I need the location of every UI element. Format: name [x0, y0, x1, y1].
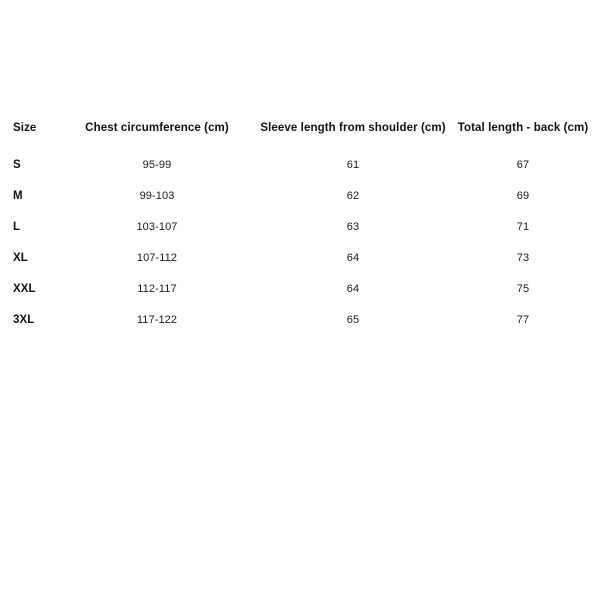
- cell-size: 3XL: [13, 313, 35, 326]
- cell-size: S: [13, 158, 21, 171]
- column-header-size: Size: [13, 122, 37, 134]
- table-row: [11, 149, 593, 180]
- column-header-total-length: Total length - back (cm): [457, 122, 589, 134]
- cell-size: M: [13, 189, 23, 202]
- cell-total: 77: [516, 313, 530, 326]
- cell-size: L: [13, 220, 21, 233]
- table-row: [11, 211, 593, 242]
- column-header-sleeve-length: Sleeve length from shoulder (cm): [260, 122, 446, 134]
- cell-sleeve: 64: [346, 282, 360, 295]
- cell-total: 73: [516, 251, 530, 264]
- table-header-row: [11, 122, 593, 149]
- cell-chest: 103-107: [136, 220, 178, 233]
- cell-total: 67: [516, 158, 530, 171]
- cell-size: XL: [13, 251, 28, 264]
- table-row: [11, 180, 593, 211]
- cell-total: 71: [516, 220, 530, 233]
- table-row: [11, 242, 593, 273]
- cell-chest: 107-112: [136, 251, 178, 264]
- cell-chest: 99-103: [139, 189, 175, 202]
- cell-sleeve: 61: [346, 158, 360, 171]
- cell-sleeve: 62: [346, 189, 360, 202]
- table-row: [11, 273, 593, 304]
- cell-size: XXL: [13, 282, 36, 295]
- table-header: [11, 122, 593, 149]
- size-chart-table: [11, 122, 593, 335]
- cell-chest: 117-122: [136, 313, 178, 326]
- table-row: [11, 304, 593, 335]
- column-header-chest-circumference: Chest circumference (cm): [85, 122, 229, 134]
- cell-sleeve: 65: [346, 313, 360, 326]
- cell-sleeve: 64: [346, 251, 360, 264]
- cell-chest: 95-99: [142, 158, 172, 171]
- table-body: [11, 149, 593, 335]
- cell-total: 75: [516, 282, 530, 295]
- cell-total: 69: [516, 189, 530, 202]
- cell-sleeve: 63: [346, 220, 360, 233]
- cell-chest: 112-117: [137, 282, 177, 295]
